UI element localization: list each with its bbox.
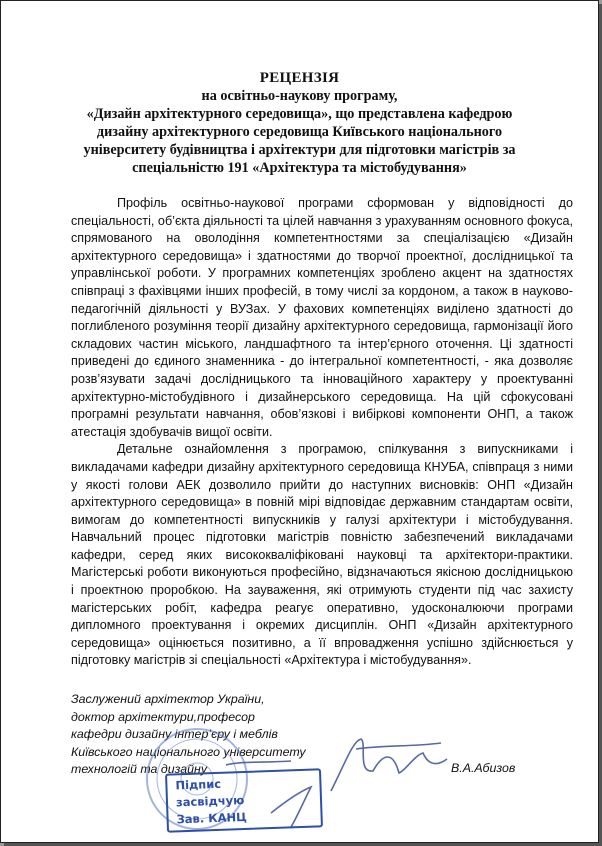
signature-line: Київського національного університету — [71, 744, 306, 759]
certification-stamp — [165, 768, 323, 832]
signature-line: кафедри дизайну інтер’єру і меблів — [71, 727, 278, 742]
subtitle-line: спеціальністю 191 «Архітектура та містобудування» — [132, 160, 467, 176]
signature-line: технологій та дизайну — [71, 762, 208, 777]
stamp-line: Підпис — [175, 776, 222, 793]
signer-name: В.А.Абизов — [451, 761, 516, 775]
stamp-line: Зав. КАНЦ — [176, 809, 248, 827]
subtitle-line: на освітньо-наукову програму, — [201, 88, 398, 104]
subtitle-line: університету будівництва і архітектури для підготовки магістрів за — [83, 142, 516, 158]
signature-line: Заслужений архітектор України, — [71, 692, 265, 706]
document-title: РЕЦЕНЗІЯ — [259, 70, 340, 86]
signature-line: доктор архітектури,професор — [71, 709, 255, 724]
subtitle-line: «Дизайн архітектурного середовища», що представлена кафедрою — [86, 106, 513, 122]
paragraph-conclusions: Детальне ознайомлення з програмою, спілкування з випускниками і викладачами кафедри дизайну архітектурного середовища КНУБА, співпраця з ними у якості голови АЕК дозволило прийти до наступних висновків: ОНП «Дизайн архітектурного середовища» в повній мірі відповідає державним стандартам освіти, вимогам до компетентності випускників у галузі архітектури і містобудування. Навчальний процес підготовки магістрів повністю забезпечений викладачами кафедри, серед яких висококваліфіковані науковці та архітектори-практики. Магістерські роботи виконуються професійно, відзначаються якісною дослідницькою і проектною проробкою. На зауваження, які отримують студенти під час захисту магістерських робіт, кафедра реагує оперативно, удосконалюючи програми дипломного проектування і окремих дисциплін. ОНП «Дизайн архітектурного середовища» оцінюється позитивно, а її впровадження успішно здійснюється у підготовку магістрів зі спеціальності «Архітектура і містобудування». — [71, 442, 573, 668]
stamp-line: засвідчую — [175, 792, 245, 810]
paragraph-profile: Профіль освітньо-наукової програми сформован у відповідності до спеціальності, об’єкта діяльності та цілей навчання з урахуванням основного фокуса, спрямованого на оволодіння компетентностями за спеціалізацією «Дизайн архітектурного середовища» і здатностями до творчої проектної, дослідницької та управлінської роботи. У програмних компетенціях зроблено акцент на здатностях співпраці з фахівцями інших професій, в тому числі за кордоном, а також в науково-педагогічній діяльності у ВУЗах. У фахових компетенціях виділено здатності до поглибленого розуміння теорії дизайну архітектурного середовища, гармонізації його складових частин міського, ландшафтного та інтер’єрного оточення. Ці здатності приведені до єдиного знаменника - до інтегральної компетентності, - яка дозволяє розв’язувати задачі дослідницького та інноваційного характеру у проектуванні архітектурно-містобудівного і дизайнерського середовища. На цій сфокусовані програмні результати навчання, обов’язкові і вибіркові компоненти ОНП, а також атестація здобувачів вищої освіти. — [71, 196, 573, 439]
subtitle-line: дизайну архітектурного середовища Київського національного — [96, 124, 503, 140]
seal-and-signature-graphics — [1, 1, 598, 842]
